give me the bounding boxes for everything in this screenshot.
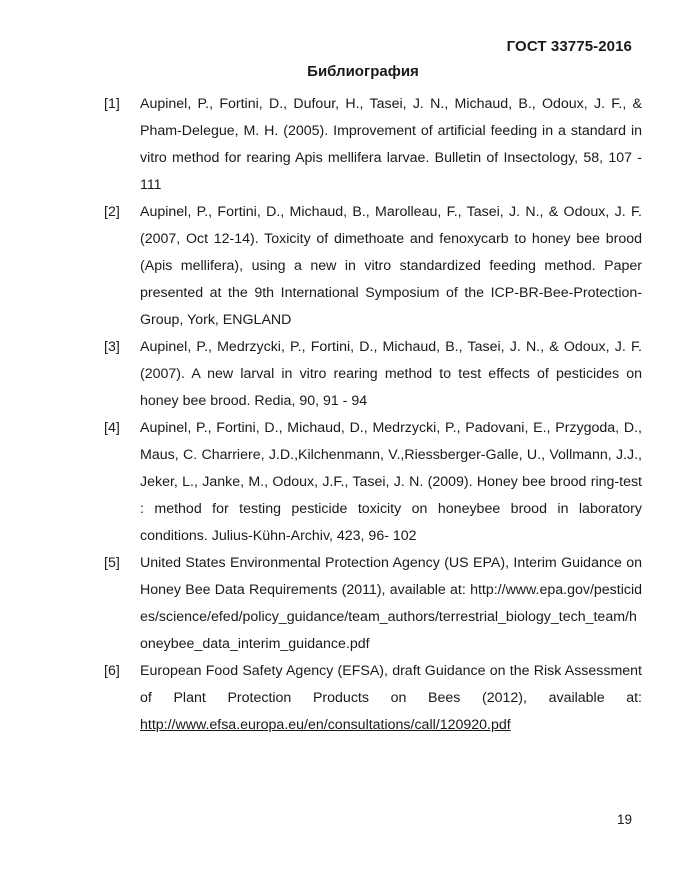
reference-4: [104, 415, 642, 550]
bibliography-list: [104, 91, 642, 739]
reference-6: [104, 658, 642, 739]
reference-number: [4]: [104, 420, 120, 436]
reference-text: Aupinel, P., Medrzycki, P., Fortini, D., Michaud, B., Tasei, J. N., & Odoux, J. F. (2007). A new larval in vitro rearing method to test effects of pesticides on honey bee brood. Redia, 90, 91 - 94: [140, 339, 642, 409]
reference-3: [104, 334, 642, 415]
reference-number: [5]: [104, 555, 120, 571]
standard-code: ГОСТ 33775-2016: [506, 38, 632, 55]
efsa-link[interactable]: http://www.efsa.europa.eu/en/consultations/call/120920.pdf: [140, 717, 511, 733]
reference-body: European Food Safety Agency (EFSA), draft Guidance on the Risk Assessment of Plant Protection Products on Bees (2012), available at:: [140, 663, 642, 706]
reference-text: Aupinel, P., Fortini, D., Michaud, B., Marolleau, F., Tasei, J. N., & Odoux, J. F. (2007, Oct 12-14). Toxicity of dimethoate and fenoxycarb to honey bee brood (Apis mellifera), using a new in vitro standardized feeding method. Paper presented at the 9th International Symposium of the ICP-BR-Bee-Protection-Group, York, ENGLAND: [140, 204, 642, 328]
page-number: 19: [616, 812, 632, 827]
bibliography-title: Библиография: [307, 63, 419, 80]
reference-number: [1]: [104, 96, 120, 112]
reference-text: Aupinel, P., Fortini, D., Michaud, D., Medrzycki, P., Padovani, E., Przygoda, D., Maus, C. Charriere, J.D.,Kilchenmann, V.,Riessberger-Galle, U., Vollmann, J.J., Jeker, L., Janke, M., Odoux, J.F., Tasei, J. N. (2009). Honey bee brood ring-test : method for testing pesticide toxicity on honeybee brood in laboratory conditions. Julius-Kühn-Archiv, 423, 96- 102: [140, 420, 642, 544]
reference-2: [104, 199, 642, 334]
reference-5: [104, 550, 642, 658]
reference-text: United States Environmental Protection Agency (US EPA), Interim Guidance on Honey Bee Data Requirements (2011), available at: http://www.epa.gov/pesticides/science/efed/policy_guidance/team_authors/terrestrial_biology_tech_team/honeybee_data_interim_guidance.pdf: [140, 555, 642, 652]
reference-text: [140, 658, 642, 739]
reference-number: [2]: [104, 204, 120, 220]
reference-number: [6]: [104, 663, 120, 679]
reference-1: [104, 91, 642, 199]
reference-number: [3]: [104, 339, 120, 355]
reference-text: Aupinel, P., Fortini, D., Dufour, H., Tasei, J. N., Michaud, B., Odoux, J. F., & Pham-Delegue, M. H. (2005). Improvement of artificial feeding in a standard in vitro method for rearing Apis mellifera larvae. Bulletin of Insectology, 58, 107 - 111: [140, 96, 642, 193]
